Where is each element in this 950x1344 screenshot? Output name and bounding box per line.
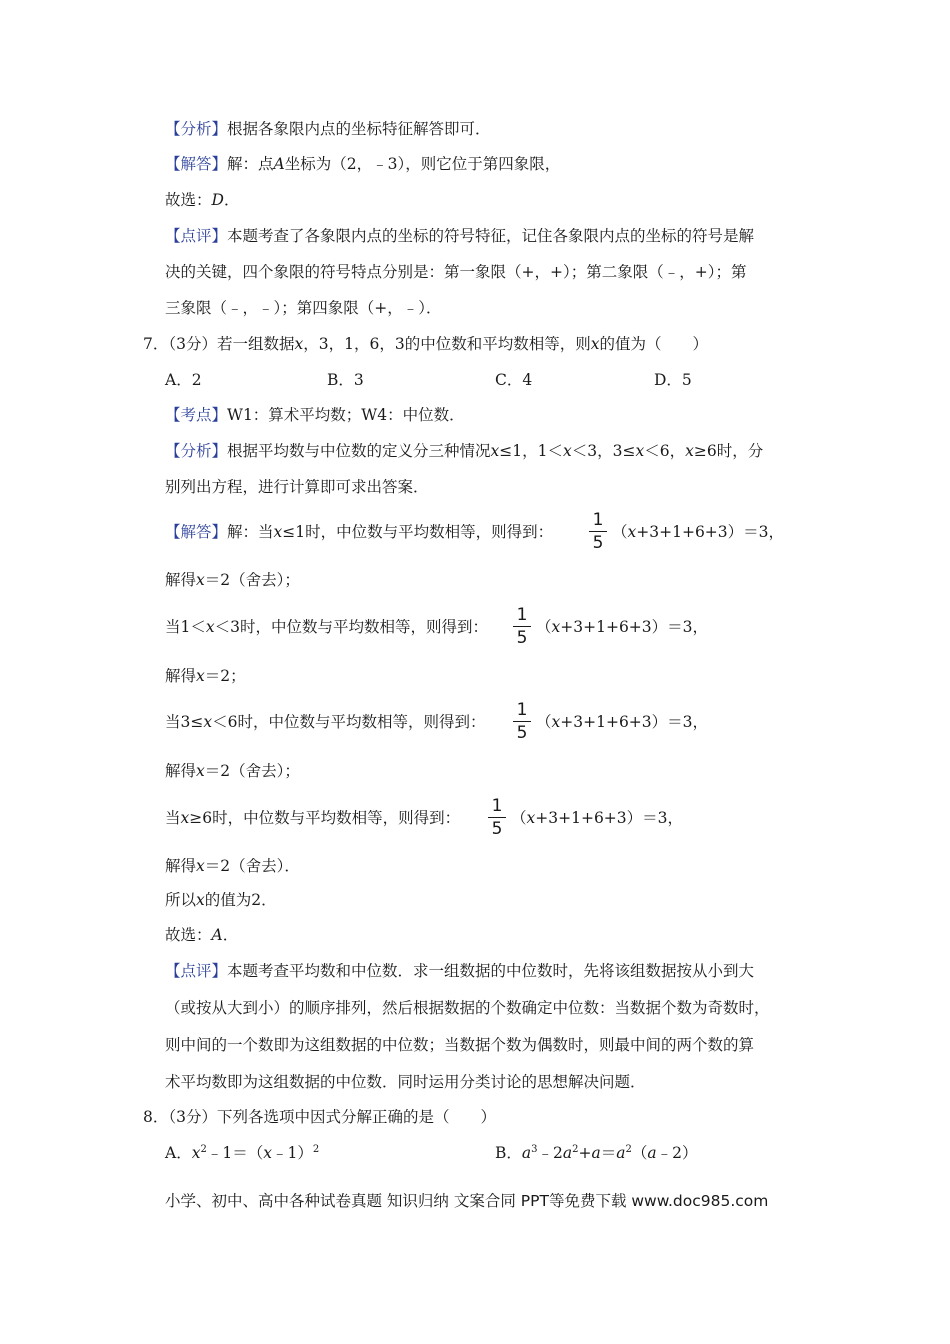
q7-case-4-expr: （x+3+1+6+3）＝3， (511, 809, 684, 827)
q7-analysis-line-2: 别列出方程，进行计算即可求出答案． (165, 478, 429, 496)
q7-case-2-expr: （x+3+1+6+3）＝3， (536, 618, 709, 636)
q7-case-3-expr: （x+3+1+6+3）＝3， (536, 713, 709, 731)
q6-comment-line-2: 决的关键，四个象限的符号特点分别是：第一象限（+，+）；第二象限（﹣，+）；第 (165, 263, 747, 281)
q8-option-b: B．$a^3﹣2a^2+a=a^2(a﹣2)$ (495, 1144, 698, 1162)
question-number: 7． (143, 335, 169, 353)
fraction-one-fifth: 1 5 (589, 510, 607, 553)
q7-comment-line-1: 【点评】本题考查平均数和中位数．求一组数据的中位数时，先将该组数据按从小到大 (165, 962, 755, 980)
fraction-one-fifth: 1 5 (488, 796, 506, 839)
q7-case-1-expr: （x+3+1+6+3）＝3， (612, 523, 785, 541)
analysis-tag: 【分析】 (165, 120, 228, 138)
comment-tag: 【点评】 (165, 227, 228, 245)
q7-case-4: 当x≥6时，中位数与平均数相等，则得到： (165, 809, 461, 827)
page-footer: 小学、初中、高中各种试卷真题 知识归纳 文案合同 PPT等免费下载 www.doc985.com (165, 1192, 769, 1210)
q6-analysis: 【分析】根据各象限内点的坐标特征解答即可． (165, 120, 491, 138)
solution-tag: 【解答】 (165, 155, 228, 173)
q7-kaodian: 【考点】W1：算术平均数；W4：中位数． (165, 406, 465, 424)
q7-result-2: 解得x＝2； (165, 667, 246, 685)
q6-solution: 【解答】解：点A坐标为（2，﹣3），则它位于第四象限， (165, 155, 561, 173)
q7-comment-line-2: （或按从大到小）的顺序排列，然后根据数据的个数确定中位数：当数据个数为奇数时， (165, 999, 770, 1017)
comment-tag: 【点评】 (165, 962, 228, 980)
q6-comment-line-3: 三象限（﹣，﹣）；第四象限（+，﹣）． (165, 299, 442, 317)
analysis-tag: 【分析】 (165, 442, 228, 460)
q7-analysis-line-1: 【分析】根据平均数与中位数的定义分三种情况x≤1，1＜x＜3，3≤x＜6，x≥6时，分 (165, 442, 764, 460)
q7-result-1: 解得x＝2（舍去）； (165, 571, 300, 589)
q6-comment-line-1: 【点评】本题考查了各象限内点的坐标的符号特征，记住各象限内点的坐标的符号是解 (165, 227, 755, 245)
q7-case-3: 当3≤x＜6时，中位数与平均数相等，则得到： (165, 713, 486, 731)
q7-case-2: 当1＜x＜3时，中位数与平均数相等，则得到： (165, 618, 488, 636)
q7-option-c: C．4 (495, 371, 533, 389)
q7-conclusion: 所以x的值为2． (165, 891, 277, 909)
q7-choose: 故选：A． (165, 926, 239, 944)
solution-tag: 【解答】 (165, 523, 228, 541)
q7-option-d: D．5 (654, 371, 692, 389)
q7-option-b: B．3 (327, 371, 364, 389)
q6-choose: 故选：D． (165, 191, 240, 209)
q8-option-a: A．$x^2﹣1=(x﹣1)^2$ (165, 1144, 320, 1162)
q8-stem: 8．（3分）下列各选项中因式分解正确的是（ ） (143, 1108, 496, 1126)
q7-comment-line-3: 则中间的一个数即为这组数据的中位数；当数据个数为偶数时，则最中间的两个数的算 (165, 1036, 755, 1054)
fraction-one-fifth: 1 5 (513, 605, 531, 648)
q7-option-a: A．2 (165, 371, 202, 389)
q7-case-1: 【解答】解：当x≤1时，中位数与平均数相等，则得到： (165, 523, 554, 541)
q7-result-3: 解得x＝2（舍去）； (165, 762, 300, 780)
q7-stem: 7．（3分）若一组数据x，3，1，6，3的中位数和平均数相等，则x的值为（ ） (143, 335, 708, 353)
kaodian-tag: 【考点】 (165, 406, 228, 424)
q7-comment-line-4: 术平均数即为这组数据的中位数．同时运用分类讨论的思想解决问题． (165, 1073, 646, 1091)
fraction-one-fifth: 1 5 (513, 700, 531, 743)
q7-result-4: 解得x＝2（舍去）． (165, 857, 300, 875)
question-number: 8． (143, 1108, 169, 1126)
